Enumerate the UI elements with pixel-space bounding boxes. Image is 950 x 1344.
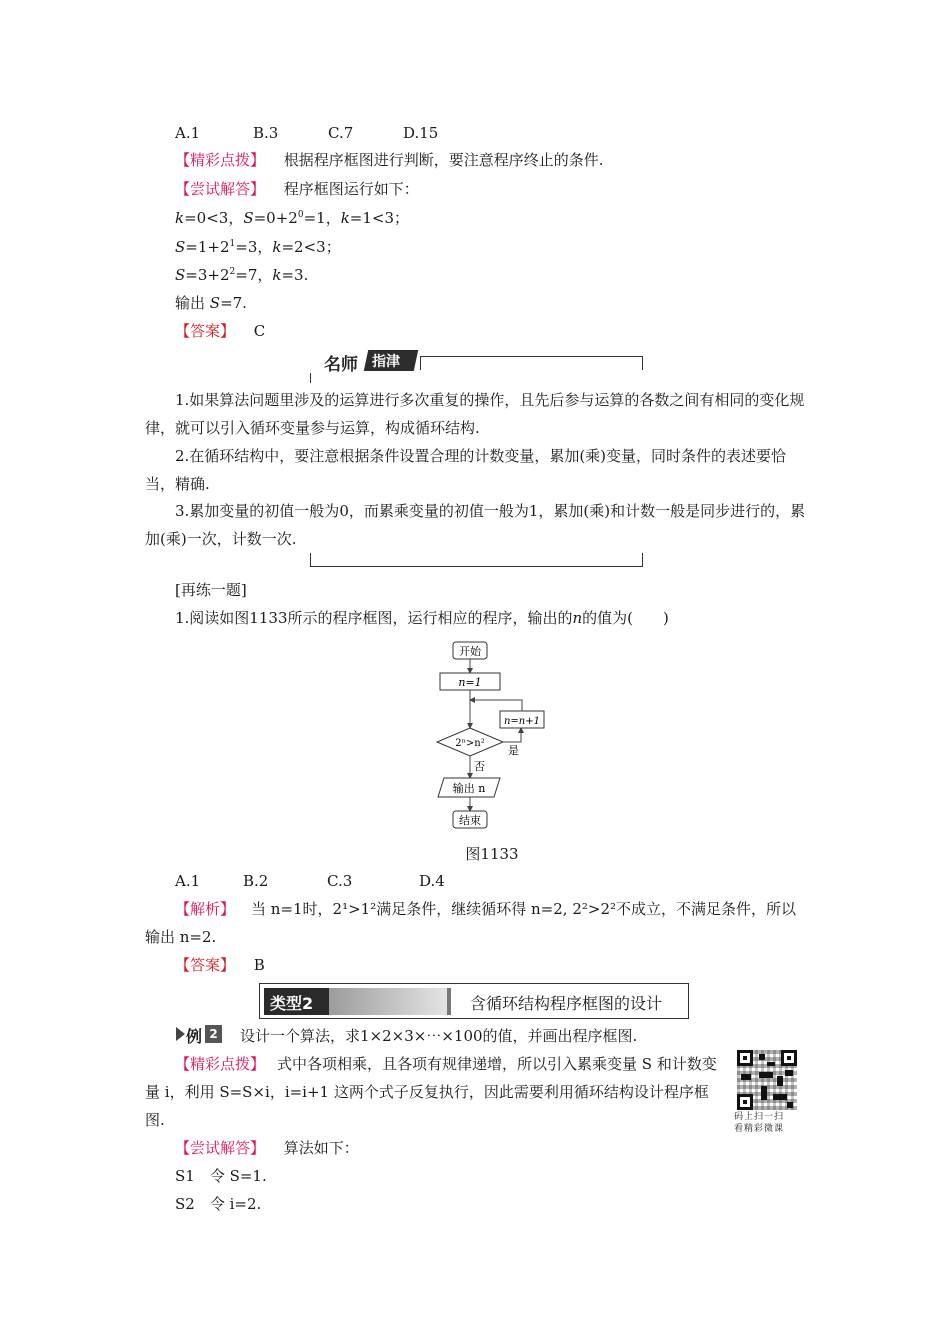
- option-b: B.3: [253, 124, 279, 142]
- type-badge: 类型2: [270, 994, 314, 1013]
- example-badge: [176, 1024, 224, 1044]
- answer-value: B: [253, 956, 265, 974]
- type-badge-edge: [447, 988, 451, 1015]
- exponent: 1: [229, 239, 236, 249]
- var-s: S: [175, 238, 186, 256]
- algorithm-step-1: S1 令 S=1.: [175, 1167, 267, 1185]
- output-text: =7.: [220, 294, 247, 312]
- practice-question: [175, 608, 669, 628]
- step-text: =2<3；: [281, 238, 341, 256]
- example-text: 设计一个算法，求1×2×3×⋯×100的值，并画出程序框图.: [240, 1027, 638, 1045]
- tip-paragraph-2: 2.在循环结构中，要注意根据条件设置合理的计数变量，累加(乘)变量，同时条件的表述要恰当，精确.: [145, 447, 787, 493]
- qr-caption-2: 看精彩微课: [734, 1124, 785, 1134]
- answer-tag: 【答案】: [175, 322, 236, 340]
- try-text: 算法如下：: [283, 1139, 359, 1157]
- qr-code: [737, 1050, 797, 1110]
- step-line-2: [175, 237, 341, 257]
- step-text: =3.: [281, 266, 309, 284]
- flow-end-label: 结束: [459, 814, 481, 827]
- try-line-2: [175, 1138, 359, 1158]
- step-text: =0+2: [253, 209, 298, 227]
- flow-yes-label: 是: [508, 744, 519, 757]
- options-row-2: [175, 871, 445, 891]
- var-s: S: [175, 266, 186, 284]
- var-n: n: [572, 609, 583, 627]
- flow-init-label: n=1: [458, 676, 482, 689]
- hint-text: 式中各项相乘，且各项有规律递增，所以引入累乘变量 S 和计数变量 i，利用 S=S×i，i=i+1 这两个式子反复执行，因此需要利用循环结构设计程序框图.: [145, 1055, 717, 1129]
- try-text: 程序框图运行如下：: [283, 180, 419, 198]
- step-text: =3，: [235, 238, 273, 256]
- option-d: D.4: [419, 872, 445, 890]
- question-text: 的值为( ): [582, 609, 669, 627]
- example-badge-text: 例: [186, 1027, 203, 1046]
- step-text: =3+2: [185, 266, 230, 284]
- try-tag: 【尝试解答】: [175, 180, 266, 198]
- flow-condition-label: 2ⁿ>n²: [455, 738, 485, 749]
- var-s: S: [209, 294, 221, 312]
- example-badge-arrow: [176, 1027, 185, 1041]
- type-badge-gradient: [329, 988, 447, 1015]
- type-title: 含循环结构程序框图的设计: [470, 994, 663, 1013]
- var-k: k: [272, 238, 282, 256]
- practice-header: [再练一题]: [175, 581, 247, 599]
- tip-paragraph-1: 1.如果算法问题里涉及的运算进行多次重复的操作，且先后参与运算的各数之间有相同的变化规律，就可以引入循环变量参与运算，构成循环结构.: [145, 391, 805, 437]
- output-line: [175, 293, 247, 313]
- output-text: 输出: [175, 294, 210, 312]
- hint-line-1: [175, 150, 604, 170]
- analysis-text: 当 n=1时，2¹>1²满足条件，继续循环得 n=2, 2²>2²不成立，不满足条件，所以输出 n=2.: [145, 900, 796, 946]
- tip-paragraph-3: 3.累加变量的初值一般为0，而累乘变量的初值一般为1，累加(乘)和计数一般是同步进行的，累加(乘)一次，计数一次.: [145, 502, 806, 548]
- analysis-paragraph: [145, 895, 810, 951]
- flowchart: [420, 640, 600, 840]
- try-line-1: [175, 179, 419, 199]
- answer-line-1: [175, 321, 265, 341]
- step-text: =1+2: [185, 238, 230, 256]
- option-c: C.7: [328, 124, 354, 142]
- try-tag: 【尝试解答】: [175, 1139, 266, 1157]
- hint-text: 根据程序框图进行判断，要注意程序终止的条件.: [283, 151, 604, 169]
- flow-no-label: 否: [474, 760, 485, 773]
- flow-update-label: n=n+1: [503, 716, 541, 727]
- step-text: =1<3；: [349, 209, 410, 227]
- question-text: 1.阅读如图1133所示的程序框图，运行相应的程序，输出的: [175, 609, 573, 627]
- var-k: k: [272, 266, 282, 284]
- step-text: =1，: [303, 209, 341, 227]
- option-b: B.2: [243, 872, 269, 890]
- tips-badge-text-2: 指津: [372, 354, 400, 370]
- var-k: k: [340, 209, 350, 227]
- tips-badge-text: 名师: [324, 355, 358, 375]
- example-hint-paragraph: [145, 1050, 725, 1134]
- var-s: S: [243, 209, 254, 227]
- step-text: =0<3，: [184, 209, 244, 227]
- option-c: C.3: [327, 872, 353, 890]
- answer-line-2: [175, 955, 265, 975]
- answer-tag: 【答案】: [175, 956, 236, 974]
- exponent: 2: [229, 267, 236, 277]
- step-line-1: [175, 208, 409, 228]
- options-row-1: [175, 123, 438, 143]
- hint-tag: 【精彩点拨】: [175, 1055, 266, 1073]
- analysis-tag: 【解析】: [175, 900, 236, 918]
- algorithm-step-2: S2 令 i=2.: [175, 1195, 262, 1213]
- var-k: k: [175, 209, 185, 227]
- type-banner: [259, 983, 689, 1019]
- figure-caption: 图1133: [465, 845, 519, 863]
- option-d: D.15: [403, 124, 439, 142]
- flow-output-label: 输出 n: [452, 782, 486, 795]
- flow-start-label: 开始: [459, 645, 481, 658]
- step-text: =7，: [235, 266, 273, 284]
- option-a: A.1: [175, 124, 201, 142]
- answer-value: C: [253, 322, 266, 340]
- step-line-3: [175, 265, 308, 285]
- exponent: 0: [297, 210, 304, 220]
- hint-tag: 【精彩点拨】: [175, 151, 266, 169]
- option-a: A.1: [175, 872, 201, 890]
- tips-badge: [314, 346, 422, 374]
- qr-caption-1: 码上扫一扫: [734, 1112, 785, 1122]
- example-badge-num: 2: [205, 1025, 222, 1043]
